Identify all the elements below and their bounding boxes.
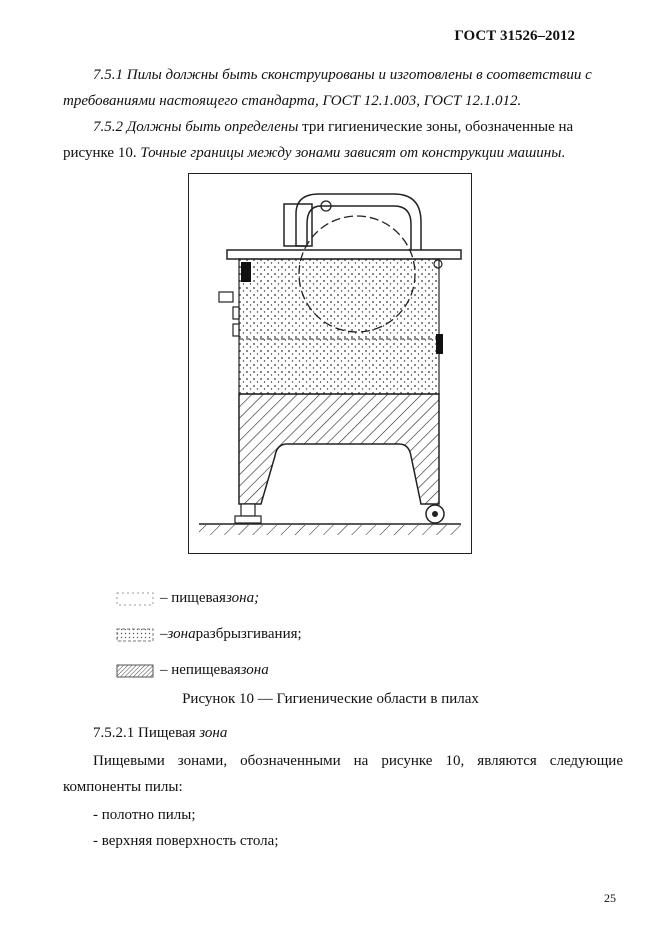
splash-zone-swatch [116,628,154,642]
right-black-block [436,334,443,354]
legend-splash-text-1: – [160,626,168,642]
non-food-zone-swatch [116,664,154,678]
section-intro-paragraph: Пищевыми зонами, обозначенными на рисунке 10, являются следующие компоненты пилы: [63,753,623,795]
page-number: 25 [604,891,616,905]
paragraph-7-5-2-part-4: . [561,145,566,161]
section-title-text-1: 7.5.2.1 Пищевая [93,725,200,741]
legend-food-text-1: – пищевая [160,590,226,606]
section-title-text-2: зона [199,725,228,741]
paragraph-7-5-2 [63,114,623,166]
document-header: ГОСТ 31526–2012 [454,28,575,44]
legend-non-food-zone [116,662,269,679]
legend-splash-text-2: зона [167,626,196,642]
side-control-2 [233,307,239,319]
legend-splash-text-3: разбрызгивания; [195,626,302,642]
blade-guard [296,194,421,252]
food-zone-swatch [116,592,154,606]
splash-zone-area [239,259,439,394]
section-7-5-2-1-title [93,720,623,746]
legend-splash-zone [116,626,302,643]
legend-food-zone [116,590,259,607]
caster-hub [432,511,438,517]
saw-hygiene-diagram [189,174,471,553]
list-item-table-surface: - верхняя поверхность стола; [93,833,279,849]
legend-non-food-text-1: – непищевая [160,662,241,678]
figure-10-frame [188,173,472,554]
paragraph-7-5-2-part-2: три гигиенические зоны, обозначенные на рисунке 10. [63,119,574,161]
ground-hatching [199,525,461,535]
paragraph-7-5-1: 7.5.1 Пилы должны быть сконструированы и изготовлены в соответствии с требованиями настоящего стандарта, ГОСТ 12.1.003, ГОСТ 12.1.012. [63,67,592,109]
paragraph-7-5-2-part-3: Точные границы между зонами зависят от конструкции машины [140,145,562,161]
side-control-3 [233,324,239,336]
figure-caption: Рисунок 10 — Гигиенические области в пилах [182,691,479,707]
side-control-1 [219,292,233,302]
legend-non-food-text-2: зона [240,662,269,678]
list-item-blade: - полотно пилы; [93,807,196,823]
left-black-block [241,262,251,282]
non-food-zone-base [239,394,439,504]
table-top [227,250,461,259]
legend-food-text-2: зона; [225,590,260,606]
left-foot [241,504,255,516]
paragraph-7-5-2-part-1: 7.5.2 Должны быть определены [93,119,299,135]
left-foot-pad [235,516,261,523]
motor-housing [284,204,312,246]
